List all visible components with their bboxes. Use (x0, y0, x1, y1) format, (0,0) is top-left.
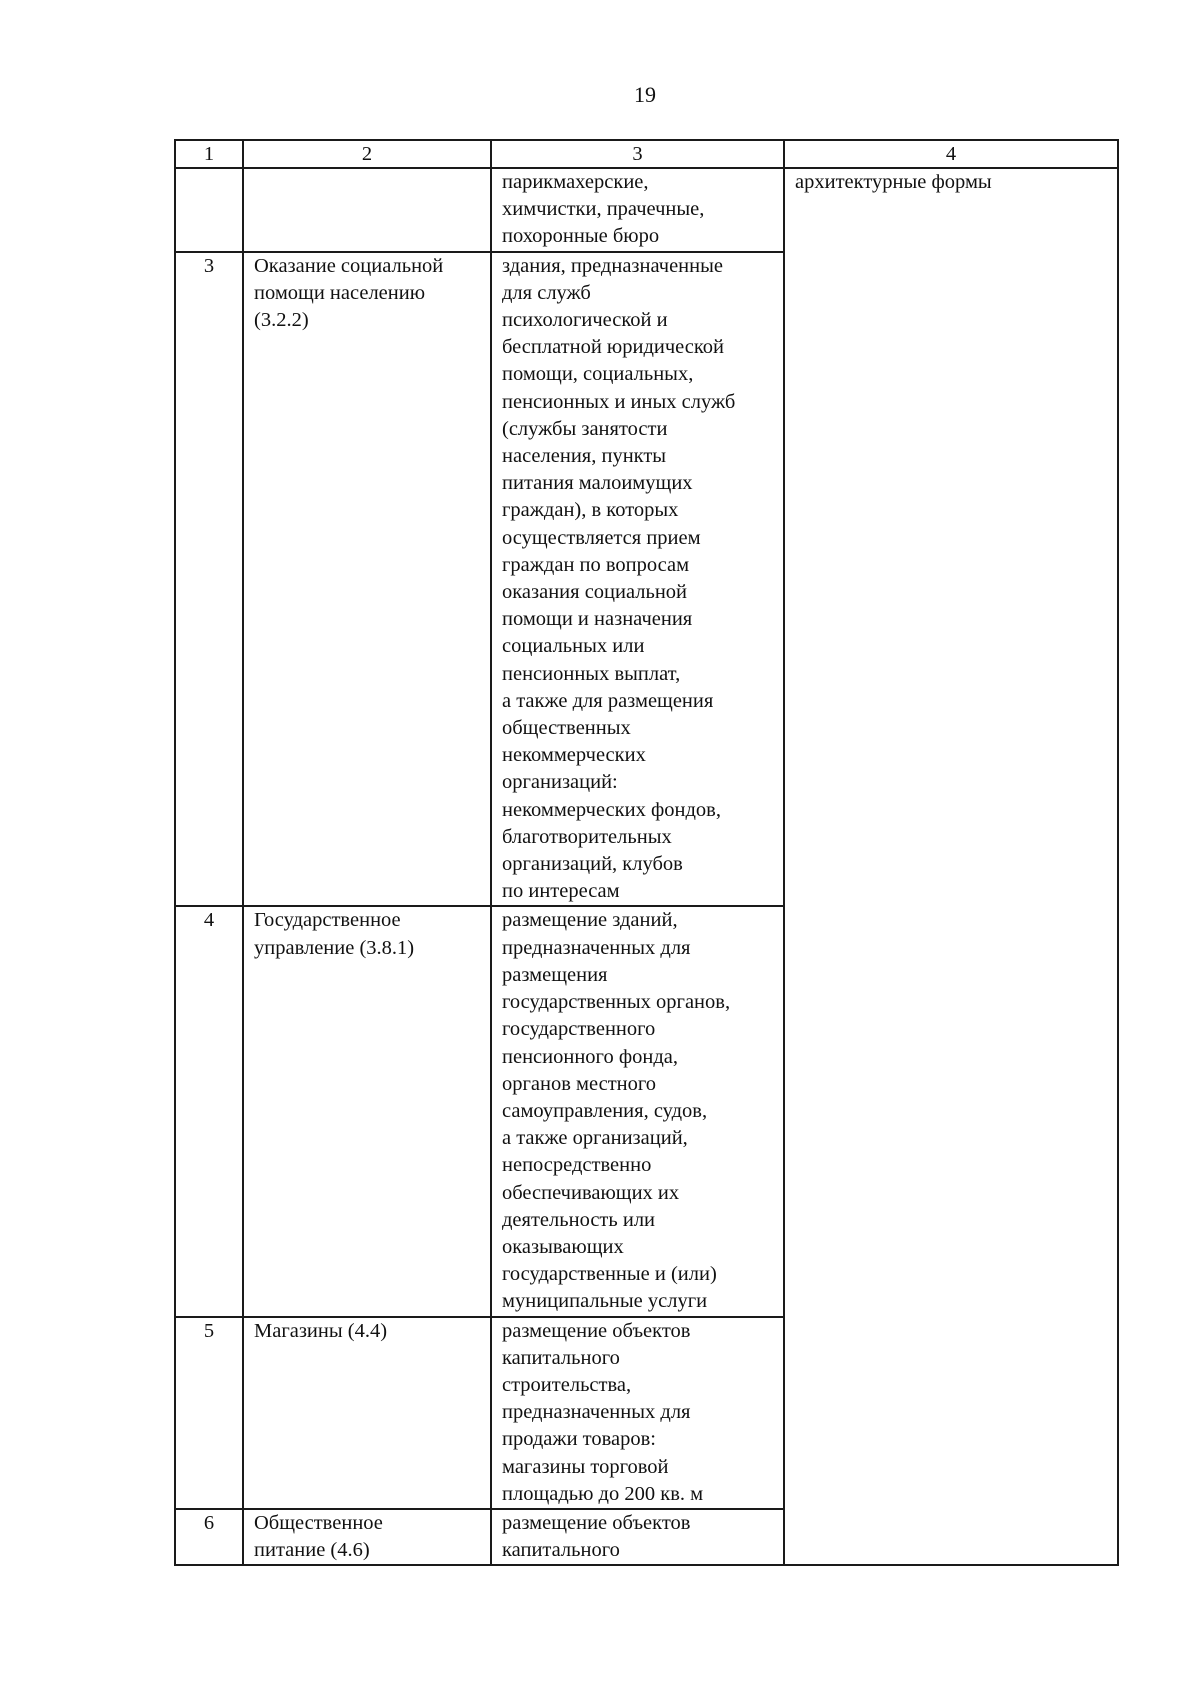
row-name (243, 168, 491, 252)
row-name: Общественное питание (4.6) (243, 1509, 491, 1565)
row-description: размещение объектов капитального строительства, предназначенных для продажи товаров: магазины торговой площадью до 200 кв. м (491, 1317, 784, 1509)
row-number: 3 (175, 252, 243, 907)
header-cell-2: 2 (243, 140, 491, 168)
header-cell-4: 4 (784, 140, 1118, 168)
regulations-table (174, 139, 1119, 1566)
row-name: Государственное управление (3.8.1) (243, 906, 491, 1316)
header-cell-1: 1 (175, 140, 243, 168)
column-4-text: архитектурные формы (795, 171, 992, 193)
row-number: 6 (175, 1509, 243, 1565)
row-number (175, 168, 243, 252)
row-name: Оказание социальной помощи населению (3.2.2) (243, 252, 491, 907)
row-description: размещение зданий, предназначенных для размещения государственных органов, государственного пенсионного фонда, органов местного самоуправления, судов, а также организаций, непосредственно обеспечивающих их деятельность или оказывающих государственные и (или) муниципальные услуги (491, 906, 784, 1316)
column-4-cell (784, 168, 1118, 1565)
row-number: 4 (175, 906, 243, 1316)
row-description: парикмахерские, химчистки, прачечные, похоронные бюро (491, 168, 784, 252)
row-description: размещение объектов капитального (491, 1509, 784, 1565)
table-header-row (175, 140, 1118, 168)
row-number: 5 (175, 1317, 243, 1509)
row-name: Магазины (4.4) (243, 1317, 491, 1509)
row-description: здания, предназначенные для служб психологической и бесплатной юридической помощи, социальных, пенсионных и иных служб (службы занятости населения, пункты питания малоимущих граждан), в которых осуществляется прием граждан по вопросам оказания социальной помощи и назначения социальных или пенсионных выплат, а также для размещения общественных некоммерческих организаций: некоммерческих фондов, благотворительных организаций, клубов по интересам (491, 252, 784, 907)
header-cell-3: 3 (491, 140, 784, 168)
table-row (175, 168, 1118, 252)
page-number: 19 (634, 82, 656, 107)
